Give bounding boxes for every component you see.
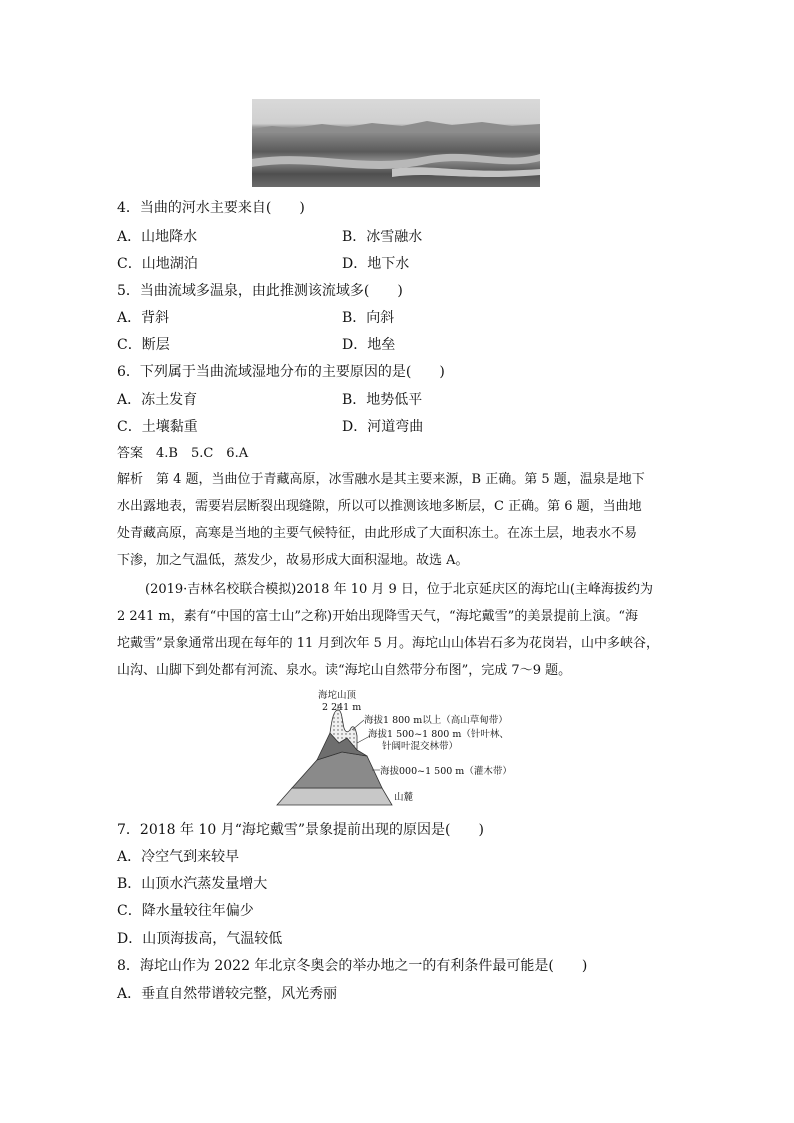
landscape-photo <box>252 99 540 187</box>
q7-option-d: D．山顶海拔高，气温较低 <box>117 931 283 947</box>
intro-line-2: 2 241 m，素有“中国的富士山”之称)开始出现降雪天气，“海坨戴雪”的美景提前上演。“海 <box>117 609 638 624</box>
q4-option-a: A．山地降水 <box>117 229 198 245</box>
q6-option-b: B．地势低平 <box>342 392 423 408</box>
q7-option-c: C．降水量较往年偏少 <box>117 903 254 919</box>
zone-forest-label-1: 海拔1 500~1 800 m（针叶林、 <box>368 729 509 740</box>
q5-option-d: D．地垒 <box>342 337 396 353</box>
analysis-line-2: 水出露地表，需要岩层断裂出现缝隙，所以可以推测该地多断层，C 正确。第 6 题，当曲地 <box>117 499 642 514</box>
q6-option-c: C．土壤黏重 <box>117 419 198 435</box>
question-6: 6．下列属于当曲流域湿地分布的主要原因的是( ) <box>117 364 445 380</box>
question-7: 7．2018 年 10 月“海坨戴雪”景象提前出现的原因是( ) <box>117 822 484 838</box>
analysis-line-3: 处青藏高原，高寒是当地的主要气候特征，由此形成了大面积冻土。在冻土层，地表水不易 <box>117 526 638 541</box>
foot-label: 山麓 <box>394 792 414 803</box>
q5-option-a: A．背斜 <box>117 310 170 326</box>
q7-option-a: A．冷空气到来较早 <box>117 849 240 865</box>
natural-zone-figure <box>272 688 532 810</box>
question-5: 5．当曲流域多温泉，由此推测该流域多( ) <box>117 283 403 299</box>
analysis-line-1: 解析 第 4 题，当曲位于青藏高原，冰雪融水是其主要来源，B 正确。第 5 题，温泉是地下 <box>117 472 645 487</box>
peak-name-label: 海坨山顶 <box>318 690 357 701</box>
question-8: 8．海坨山作为 2022 年北京冬奥会的举办地之一的有利条件最可能是( ) <box>117 958 588 974</box>
zone-shrub-label: 海拔000~1 500 m（灌木带） <box>380 766 512 777</box>
zone-meadow-label: 海拔1 800 m以上（高山草甸带） <box>364 715 508 726</box>
analysis-line-4: 下渗，加之气温低，蒸发少，故易形成大面积湿地。故选 A。 <box>117 553 469 568</box>
q5-option-c: C．断层 <box>117 337 170 353</box>
q6-option-d: D．河道弯曲 <box>342 419 424 435</box>
q6-option-a: A．冻土发育 <box>117 392 198 408</box>
q8-option-a: A．垂直自然带谱较完整，风光秀丽 <box>117 986 338 1002</box>
q4-option-d: D．地下水 <box>342 256 410 272</box>
intro-line-1: (2019·吉林名校联合模拟)2018 年 10 月 9 日，位于北京延庆区的海坨山(主峰海拔约为 <box>145 582 653 597</box>
q5-option-b: B．向斜 <box>342 310 395 326</box>
intro-line-3: 坨戴雪”景象通常出现在每年的 11 月到次年 5 月。海坨山山体岩石多为花岗岩，山中多峡谷， <box>117 636 659 651</box>
question-4: 4．当曲的河水主要来自( ) <box>117 200 305 216</box>
q4-option-c: C．山地湖泊 <box>117 256 198 272</box>
answer-line: 答案 4.B 5.C 6.A <box>117 446 249 461</box>
zone-forest-label-2: 针阔叶混交林带） <box>382 741 459 752</box>
q4-option-b: B．冰雪融水 <box>342 229 423 245</box>
peak-height-label: 2 241 m <box>322 702 362 713</box>
intro-line-4: 山沟、山脚下到处都有河流、泉水。读“海坨山自然带分布图”，完成 7～9 题。 <box>117 663 572 678</box>
q7-option-b: B．山顶水汽蒸发量增大 <box>117 876 268 892</box>
